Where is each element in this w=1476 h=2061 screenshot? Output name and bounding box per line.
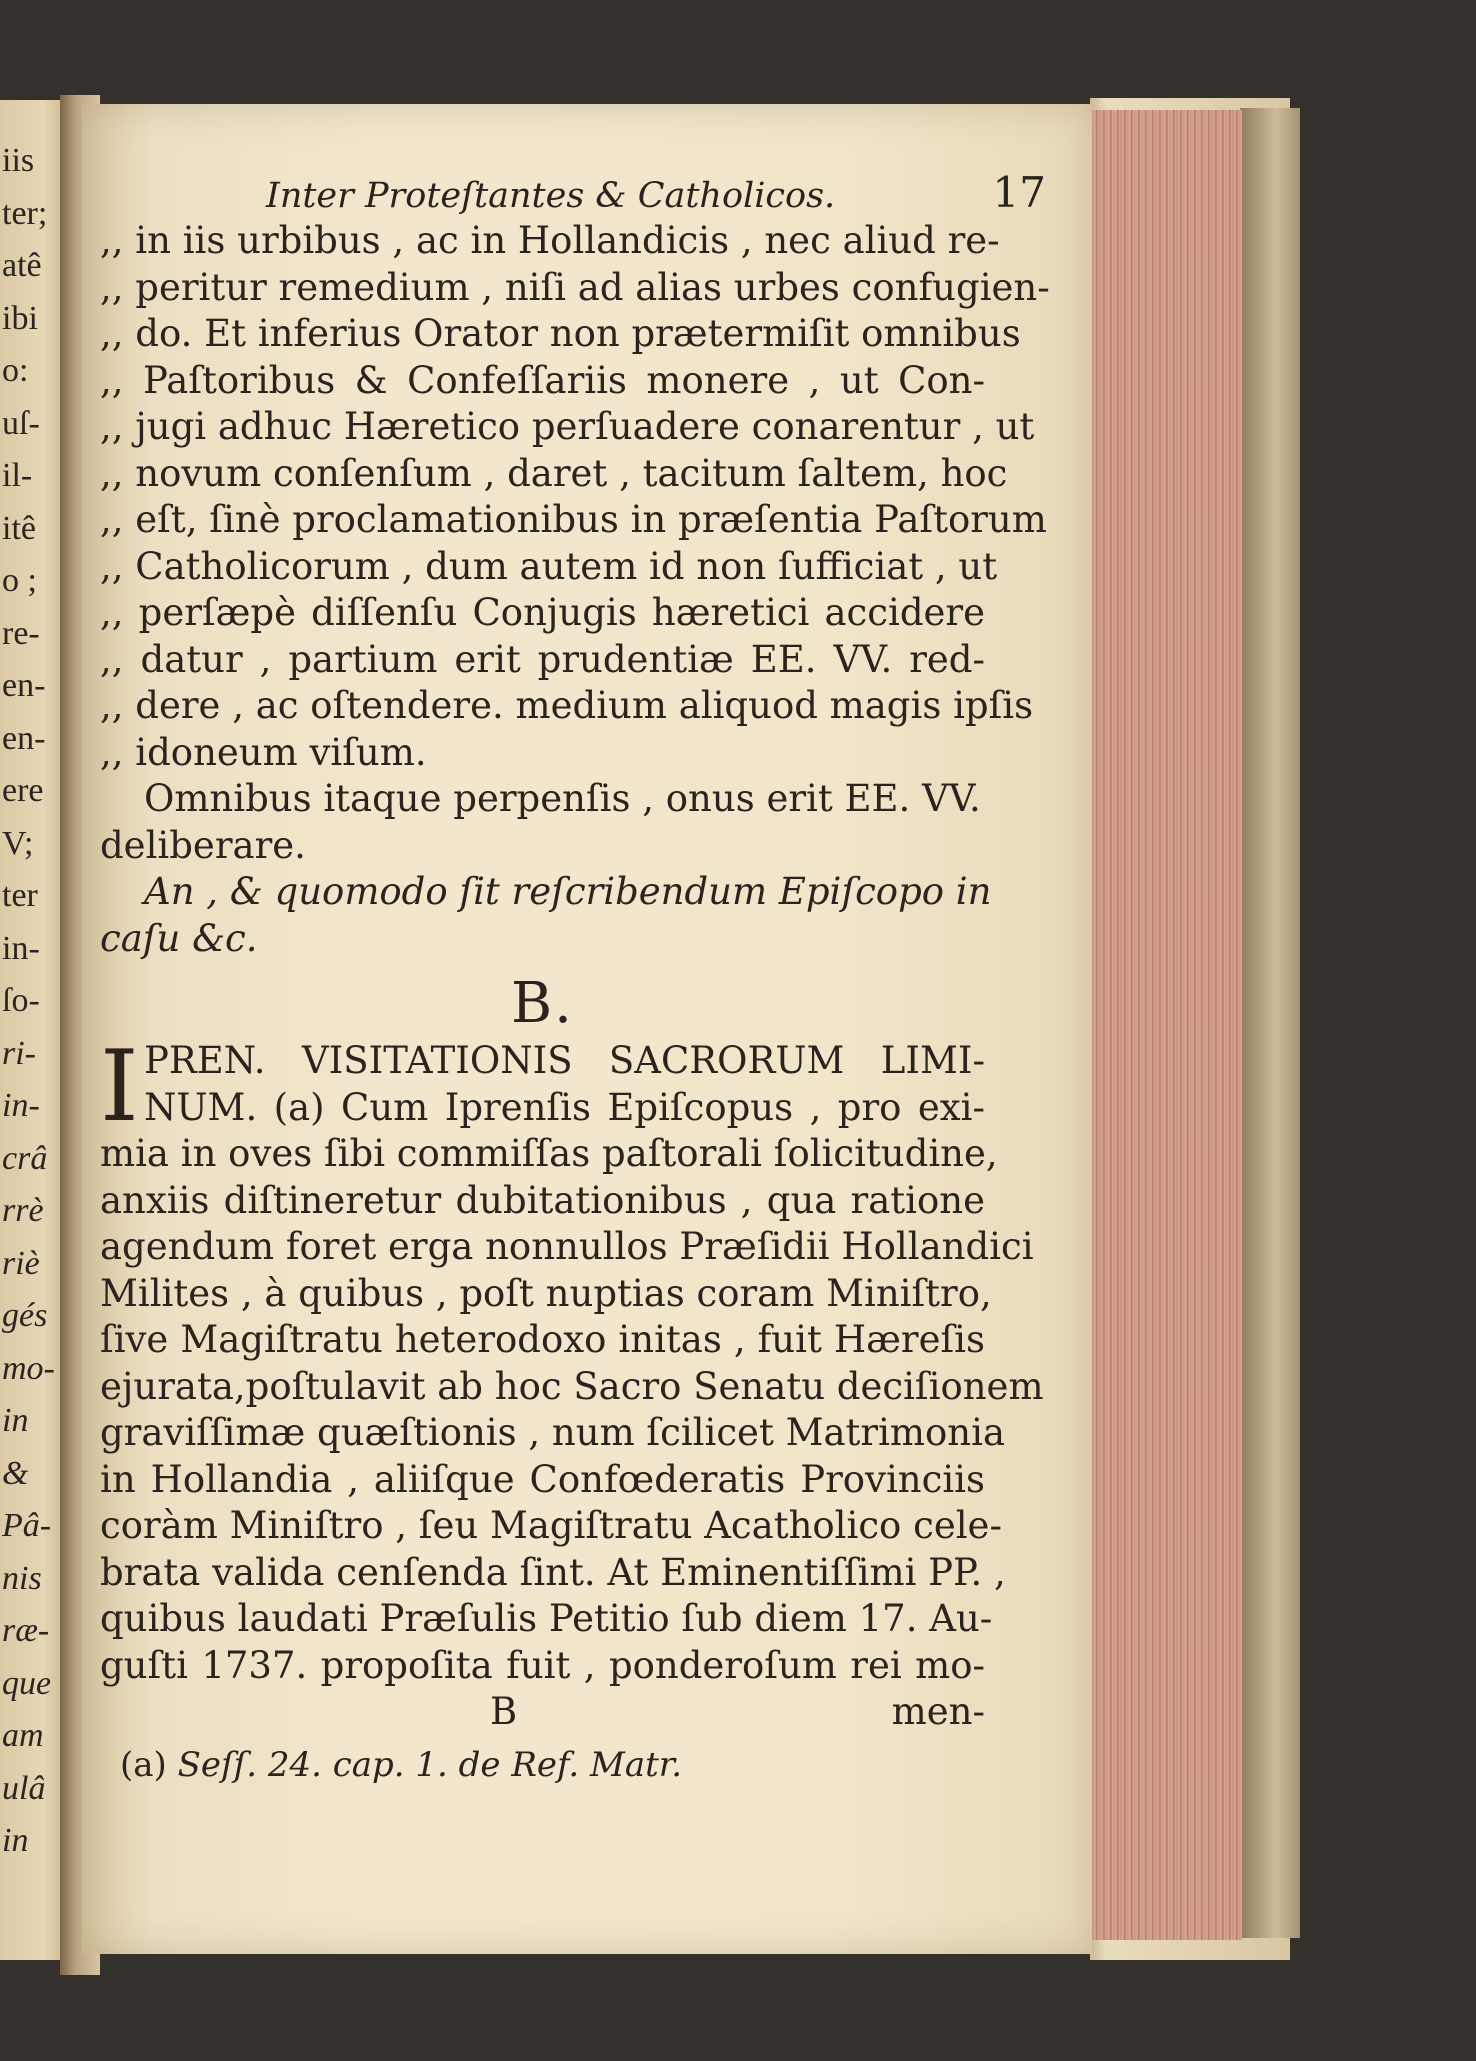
quote-line: ,, datur , partium erit prudentiæ EE. VV. red-: [100, 637, 985, 681]
section-line: ejurata,poſtulavit ab hoc Sacro Senatu deciſionem: [100, 1364, 1044, 1408]
quote-line: ,, peritur remedium , niſi ad alias urbes confugien-: [100, 265, 1050, 309]
section-line: Milites , à quibus , poſt nuptias coram Miniſtro,: [100, 1271, 992, 1315]
footnote: [100, 1742, 985, 1789]
section-line: PREN. VISITATIONIS SACRORUM LIMI-: [144, 1039, 985, 1082]
previous-page-fragment: rrè: [2, 1192, 44, 1229]
previous-page-fragment: am: [2, 1717, 44, 1754]
previous-page-fragment: in-: [2, 929, 40, 967]
question-line: caſu &c.: [100, 916, 258, 960]
quote-line: ,, Paſtoribus & Confeſſariis monere , ut Con-: [100, 358, 985, 402]
previous-page-fragment: crâ: [2, 1139, 48, 1177]
page-fore-edge: [1092, 110, 1242, 1940]
conclusion-line: deliberare.: [100, 823, 306, 867]
previous-page-fragment: ræ-: [2, 1612, 50, 1649]
previous-page-fragment: atê: [2, 247, 42, 284]
quote-line: ,, perſæpè diſſenſu Conjugis hæretici accidere: [100, 591, 985, 634]
page-number: 17: [992, 168, 1046, 217]
previous-page-fragment: il-: [2, 457, 33, 494]
previous-page-fragment: ibi: [2, 299, 38, 337]
section-line: ſive Magiſtratu heterodoxo initas , fuit Hæreſis: [100, 1318, 985, 1361]
section-line: brata valida cenſenda ſint. At Eminentiſſimi PP. ,: [100, 1550, 1006, 1594]
book-cover-edge: [1240, 108, 1300, 1938]
previous-page-fragment: uſ-: [2, 404, 40, 442]
page-footer-line: [100, 1689, 985, 1736]
section-line: NUM. (a) Cum Iprenſis Epiſcopus , pro exi-: [144, 1085, 985, 1129]
running-head: [176, 168, 1046, 217]
section-line: anxiis diſtineretur dubitationibus , qua ratione: [100, 1178, 985, 1222]
quote-line: ,, eſt, ſinè proclamationibus in præſentia Paſtorum: [100, 498, 1047, 541]
section-heading: B.: [511, 971, 574, 1036]
previous-page-fragment: V;: [2, 824, 34, 862]
section-line: in Hollandia , aliiſque Confœderatis Provinciis: [100, 1457, 985, 1501]
previous-page-fragment: in-: [2, 1087, 40, 1124]
question-paragraph: [100, 869, 992, 962]
conclusion-line: Omnibus itaque perpenſis , onus erit EE. VV.: [144, 777, 981, 820]
conclusion-paragraph: [100, 776, 985, 869]
quote-line: ,, idoneum viſum.: [100, 730, 427, 774]
section-body: [100, 1030, 1044, 1689]
previous-page-fragment: gés: [2, 1297, 48, 1334]
catchword: men-: [891, 1690, 985, 1733]
previous-page-fragment: iis: [2, 142, 35, 179]
previous-page-fragment: in: [2, 1822, 29, 1859]
previous-page-fragment: riè: [2, 1244, 40, 1282]
footnote-marker: (a): [120, 1744, 167, 1785]
previous-page-fragment: ſo-: [2, 982, 40, 1019]
text-block: [100, 218, 1050, 1788]
running-title: Inter Proteſtantes & Catholicos.: [266, 176, 836, 216]
signature-mark: B: [490, 1690, 518, 1733]
quoted-passage: [100, 218, 1050, 776]
quote-line: ,, Catholicorum , dum autem id non ſufficiat , ut: [100, 544, 998, 588]
footnote-text: Seſſ. 24. cap. 1. de Ref. Matr.: [177, 1744, 683, 1785]
previous-page-fragment: ri-: [2, 1034, 36, 1072]
section-line: agendum foret erga nonnullos Præſidii Hollandici: [100, 1225, 1034, 1268]
section-line: graviſſimæ quæſtionis , num ſcilicet Matrimonia: [100, 1411, 1006, 1454]
previous-page-fragment: Pâ-: [2, 1507, 52, 1544]
previous-page-fragment: ere: [2, 772, 44, 809]
quote-line: ,, in iis urbibus , ac in Hollandicis , nec aliud re-: [100, 219, 1000, 262]
previous-page-fragment: in: [2, 1402, 29, 1439]
drop-cap: I: [100, 1030, 139, 1144]
section-line: guſti 1737. propoſita fuit , ponderoſum rei mo-: [100, 1643, 985, 1687]
previous-page-fragment: &: [2, 1454, 29, 1492]
previous-page-fragment: ter: [2, 877, 38, 914]
section-line: mia in oves ſibi commiſſas paſtorali ſolicitudine,: [100, 1132, 998, 1175]
previous-page-fragment: ulâ: [2, 1769, 46, 1807]
previous-page-fragment: itê: [2, 509, 36, 547]
previous-page-fragment: en-: [2, 667, 46, 704]
previous-page-fragment: mo-: [2, 1349, 55, 1387]
previous-page-fragment: nis: [2, 1559, 42, 1597]
section-line: quibus laudati Præſulis Petitio ſub diem 17. Au-: [100, 1597, 993, 1640]
previous-page-fragment: en-: [2, 719, 46, 757]
section-line: coràm Miniſtro , ſeu Magiſtratu Acatholico cele-: [100, 1504, 1002, 1547]
quote-line: ,, do. Et inferius Orator non prætermiſit omnibus: [100, 312, 1021, 355]
quote-line: ,, novum conſenſum , daret , tacitum ſaltem, hoc: [100, 451, 1008, 495]
quote-line: ,, jugi adhuc Hæretico perſuadere conarentur , ut: [100, 405, 1035, 448]
question-line: An , & quomodo ſit reſcribendum Epiſcopo in: [144, 870, 992, 913]
previous-page-fragment: re-: [2, 614, 40, 652]
previous-page-fragment: ter;: [2, 194, 48, 232]
previous-page-fragment: o:: [2, 352, 29, 389]
previous-page-fragment: que: [2, 1664, 52, 1702]
quote-line: ,, dere , ac oſtendere. medium aliquod magis ipſis: [100, 684, 1034, 727]
previous-page-fragment: o ;: [2, 562, 37, 599]
